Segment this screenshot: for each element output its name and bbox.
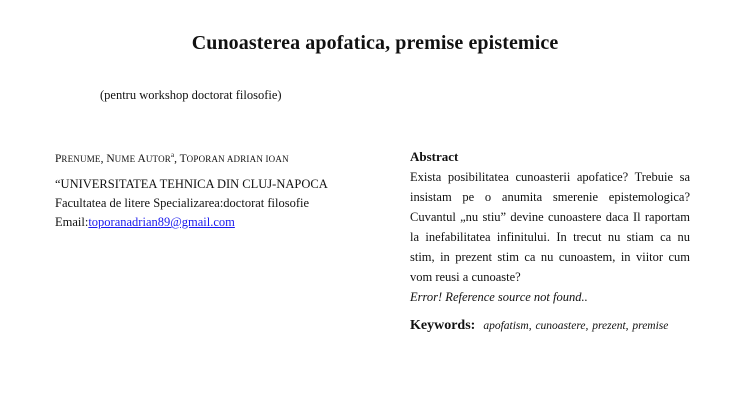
author-names: PRENUME, NUME AUTOR$^a$, TOPORAN ADRIAN IOAN [55,151,289,165]
abstract-block [410,148,690,335]
keywords-line [410,316,690,335]
email-label: Email: [55,215,89,229]
keywords-value: apofatism, cunoastere, prezent, premise [483,320,669,332]
faculty-line: Facultatea de litere Specializarea:doctorat filosofie [55,196,310,210]
university-name: “UNIVERSITATEA TEHNICA DIN CLUJ-NAPOCA [55,177,328,191]
keywords-label: Keywords: [410,318,476,333]
reference-error-text: Error! Reference source not found.. [410,290,588,304]
author-block [55,150,375,232]
paper-subtitle: (pentru workshop doctorat filosofie) [100,88,282,102]
author-footnote-marker: a [170,151,175,160]
email-link[interactable]: toporanadrian89@gmail.com [88,215,235,229]
abstract-body: Exista posibilitatea cunoasterii apofatice? Trebuie sa insistam pe o anumita smerenie epistemologica? Cuvantul „nu stiu” devine cunoastere daca Il raportam la inefabilitatea infinitului. In trecut nu stiam ca nu stim, in prezent stim ca nu cunoastem, in viitor cum vom reusi a cunoaste? [410,170,690,284]
paper-title: Cunoasterea apofatica, premise epistemice [191,32,559,54]
abstract-heading: Abstract [410,149,459,164]
email-line [55,213,375,232]
